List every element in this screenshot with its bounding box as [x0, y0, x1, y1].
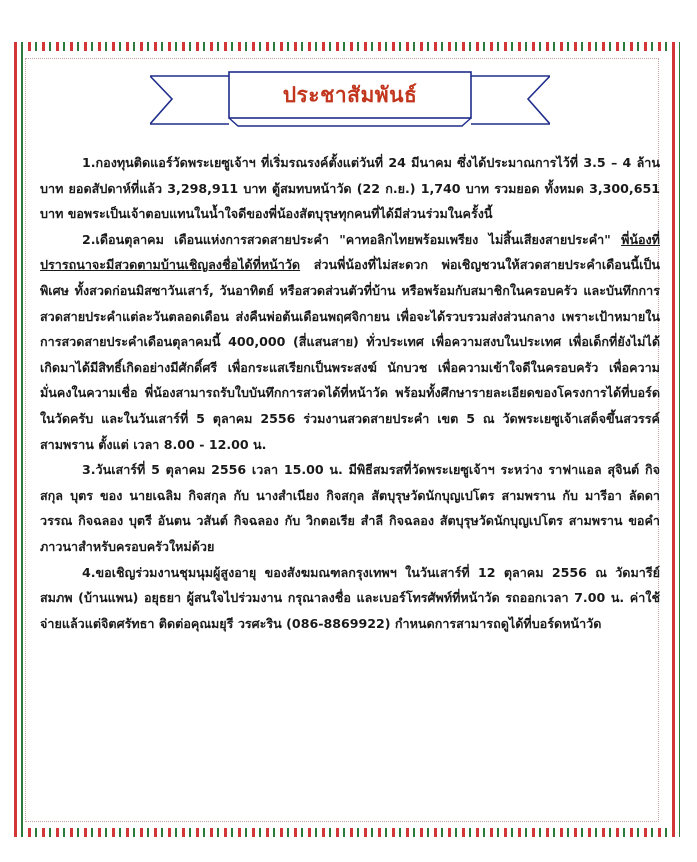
- announcement-body: [40, 150, 660, 636]
- announcement-item-4: 4.ขอเชิญร่วมงานชุมนุมผู้สูงอายุ ของสังฆมณฑลกรุงเทพฯ ในวันเสาร์ที่ 12 ตุลาคม 2556 ณ วัดมารีย์สมภพ (บ้านแพน) อยุธยา ผู้สนใจไปร่วมงาน กรุณาลงชื่อ และเบอร์โทรศัพท์ที่หน้าวัด รถออกเวลา 7.00 น. ค่าใช้จ่ายแล้วแต่จิตศรัทธา ติดต่อคุณมยุรี วรศะริน (086-8869922) กำหนดการสามารถดูได้ที่บอร์ดหน้าวัด: [40, 564, 660, 631]
- announcement-item-2: [40, 227, 660, 457]
- item-2-details: ส่วนพี่น้องที่ไม่สะดวก พ่อเชิญชวนให้สวดสายประคำเดือนนี้เป็นพิเศษ ทั้งสวดก่อนมิสซาวันเสาร์, วันอาทิตย์ หรือสวดส่วนตัวที่บ้าน หรือพร้อมกับสมาชิกในครอบครัว และบันทึกการสวดสายประคำแต่ละวันตลอดเดือน ส่งคืนพ่อต้นเดือนพฤศจิกายน เพื่อจะได้รวบรวมส่งส่วนกลาง เพราะเป้าหมายในการสวดสายประคำเดือนตุลาคมนี้ 400,000 (สี่แสนสาย) ทั่วประเทศ เพื่อความสงบในประเทศ เพื่อเด็กที่ยังไม่ได้เกิดมาได้มีสิทธิ์เกิดอย่างมีศักดิ์ศรี เพื่อกระแสเรียกเป็นพระสงฆ์ นักบวช เพื่อความเข้าใจดีในครอบครัว เพื่อความมั่นคงในความเชื่อ พี่น้องสามารถรับใบบันทึกการสวดได้ที่หน้าวัด พร้อมทั้งศึกษารายละเอียดของโครงการได้ที่บอร์ดในวัดครับ และในวันเสาร์ที่ 5 ตุลาคม 2556 ร่วมงานสวดสายประคำ เขต 5 ณ วัดพระเยซูเจ้าเสด็จขึ้นสวรรค์ สามพราน ตั้งแต่ เวลา 8.00 - 12.00 น.: [40, 257, 660, 452]
- item-2-underlined-note: พี่น้องที่ปรารถนาจะมีสวดตามบ้านเชิญลงชื่อได้ที่หน้าวัด: [40, 231, 660, 273]
- announcement-item-3: 3.วันเสาร์ที่ 5 ตุลาคม 2556 เวลา 15.00 น. มีพิธีสมรสที่วัดพระเยซูเจ้าฯ ระหว่าง ราฟาแอล สุจินต์ กิจสกุล บุตร ของ นายเฉลิม กิจสกุล กับ นางสำเนียง กิจสกุล สัตบุรุษวัดนักบุญเปโตร สามพราน กับ มารีอา ลัดดาวรรณ กิจฉลอง บุตรี อันตน วสันต์ กิจฉลอง กับ วิกตอเรีย สำลี กิจฉลอง สัตบุรุษวัดนักบุญเปโตร สามพราน ขอคำภาวนาสำหรับครอบครัวใหม่ด้วย: [40, 462, 660, 554]
- item-2-intro: 2.เดือนตุลาคม เดือนแห่งการสวดสายประคำ "คาทอลิกไทยพร้อมเพรียง ไม่สิ้นเสียงสายประคำ": [82, 231, 622, 247]
- announcement-item-1: 1.กองทุนติดแอร์วัดพระเยซูเจ้าฯ ที่เริ่มรณรงค์ตั้งแต่วันที่ 24 มีนาคม ซึ่งได้ประมาณการไว้ที่ 3.5 – 4 ล้านบาท ยอดสัปดาห์ที่แล้ว 3,298,911 บาท ตู้สมทบหน้าวัด (22 ก.ย.) 1,740 บาท รวมยอด ทั้งหมด 3,300,651 บาท ขอพระเป็นเจ้าตอบแทนในน้ำใจดีของพี่น้องสัตบุรุษทุกคนที่ได้มีส่วนร่วมในครั้งนี้: [40, 155, 660, 222]
- page-title: ประชาสัมพันธ์: [282, 81, 418, 107]
